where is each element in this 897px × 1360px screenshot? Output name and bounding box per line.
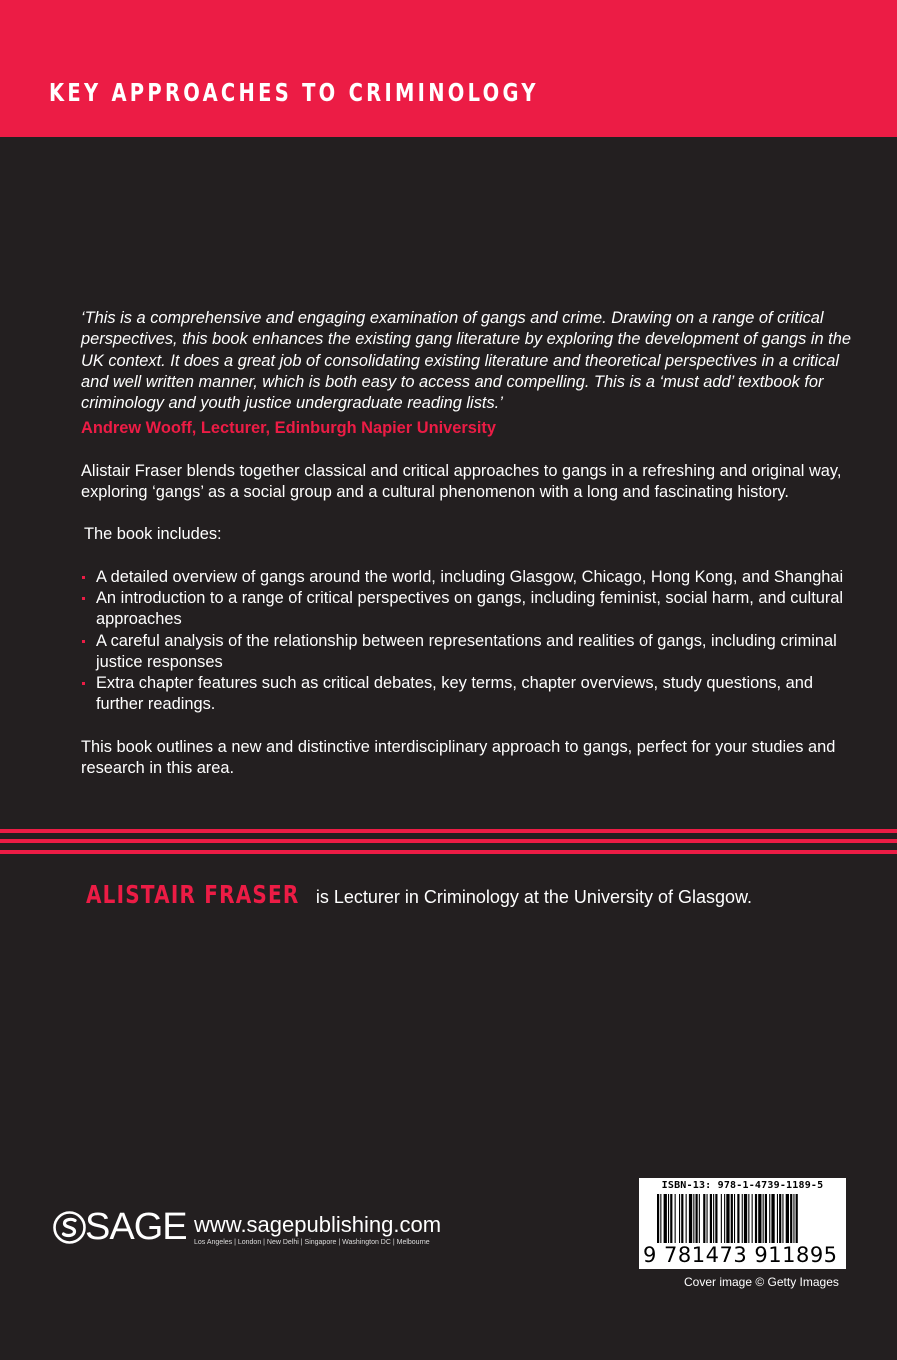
barcode-bar <box>748 1194 749 1246</box>
barcode-bar <box>734 1194 735 1246</box>
barcode-bar <box>752 1194 753 1246</box>
closing-paragraph: This book outlines a new and distinctive interdisciplinary approach to gangs, perfect for your studies and research in this area. <box>81 737 836 778</box>
barcode-bar <box>679 1194 680 1246</box>
barcode-bars <box>643 1194 842 1246</box>
header-band <box>0 0 897 137</box>
barcode-bar <box>731 1194 733 1246</box>
barcode-bar <box>771 1194 774 1246</box>
series-title: KEY APPROACHES TO CRIMINOLOGY <box>49 78 539 107</box>
barcode-bar <box>703 1194 705 1246</box>
barcode-bar <box>765 1194 767 1246</box>
includes-heading: The book includes: <box>84 525 222 544</box>
book-description: Alistair Fraser blends together classical and critical approaches to gangs in a refreshing and original way, exploring ‘gangs’ as a social group and a cultural phenomenon with a long and fascinating history. <box>81 461 842 502</box>
barcode-bar <box>699 1194 700 1246</box>
author-name: ALISTAIR FRASER <box>86 880 300 909</box>
divider-stripe <box>0 839 897 843</box>
divider-stripe <box>0 829 897 833</box>
feature-item: Extra chapter features such as critical debates, key terms, chapter overviews, study questions, and further readings. <box>81 673 851 716</box>
barcode-bar <box>668 1194 669 1246</box>
barcode-bar <box>790 1194 792 1246</box>
barcode-bar <box>763 1194 764 1246</box>
isbn-label: ISBN-13: 978-1-4739-1189-5 <box>661 1180 824 1191</box>
barcode-bar <box>737 1194 739 1246</box>
barcode-bar <box>721 1194 722 1246</box>
barcode-bar <box>693 1194 694 1246</box>
barcode-bar <box>796 1194 798 1246</box>
barcode-bar <box>779 1194 781 1246</box>
sage-emblem-icon <box>53 1211 86 1244</box>
barcode-bar <box>664 1194 667 1246</box>
barcode-bar <box>707 1194 708 1246</box>
blurb <box>81 308 851 779</box>
barcode-bar <box>777 1194 778 1246</box>
barcode-bar <box>657 1194 659 1246</box>
endorsement-quote: ‘This is a comprehensive and engaging examination of gangs and crime. Drawing on a range of critical perspectives, this book enhances the existing gang literature by exploring the development of gangs in the UK context. It does a great job of consolidating existing literature and theoretical perspectives in a critical and well written manner, which is both easy to access and compelling. This is a ‘must add’ textbook for criminology and youth justice undergraduate reading lists.’ <box>81 309 851 413</box>
barcode-bar <box>681 1194 683 1246</box>
barcode-bar <box>758 1194 761 1246</box>
sage-wordmark: SAGE <box>85 1206 187 1248</box>
feature-item: A detailed overview of gangs around the world, including Glasgow, Chicago, Hong Kong, and Shanghai <box>81 567 851 588</box>
barcode-bar <box>724 1194 725 1246</box>
cover-credit: Cover image © Getty Images <box>684 1275 839 1289</box>
barcode-bar <box>782 1194 783 1246</box>
endorser-name: Andrew Wooff, Lecturer, Edinburgh Napier University <box>81 419 496 438</box>
barcode-bar <box>742 1194 743 1246</box>
barcode-bar <box>769 1194 770 1246</box>
barcode-bar <box>786 1194 789 1246</box>
isbn-barcode <box>639 1178 846 1269</box>
barcode-bar <box>710 1194 712 1246</box>
barcode-bar <box>755 1194 757 1246</box>
barcode-bar <box>660 1194 661 1246</box>
barcode-bar <box>744 1194 747 1246</box>
author-description: is Lecturer in Criminology at the University of Glasgow. <box>315 887 753 907</box>
barcode-digits: 9 781473 911895 <box>643 1243 842 1267</box>
barcode-bar <box>713 1194 714 1246</box>
barcode-bar <box>689 1194 692 1246</box>
barcode-bar <box>696 1194 698 1246</box>
feature-item: An introduction to a range of critical perspectives on gangs, including feminist, social harm, and cultural approaches <box>81 588 851 631</box>
barcode-bar <box>670 1194 672 1246</box>
publisher-cities: Los Angeles | London | New Delhi | Singapore | Washington DC | Melbourne <box>194 1239 430 1246</box>
barcode-bar <box>686 1194 687 1246</box>
feature-list <box>81 567 851 716</box>
barcode-bar <box>675 1194 676 1246</box>
barcode-bar <box>715 1194 717 1246</box>
author-bio <box>86 880 752 909</box>
divider-stripe <box>0 850 897 854</box>
barcode-bar <box>793 1194 794 1246</box>
publisher-url: www.sagepublishing.com <box>194 1212 442 1237</box>
feature-item: A careful analysis of the relationship between representations and realities of gangs, including criminal justice responses <box>81 631 851 674</box>
barcode-bar <box>726 1194 729 1246</box>
